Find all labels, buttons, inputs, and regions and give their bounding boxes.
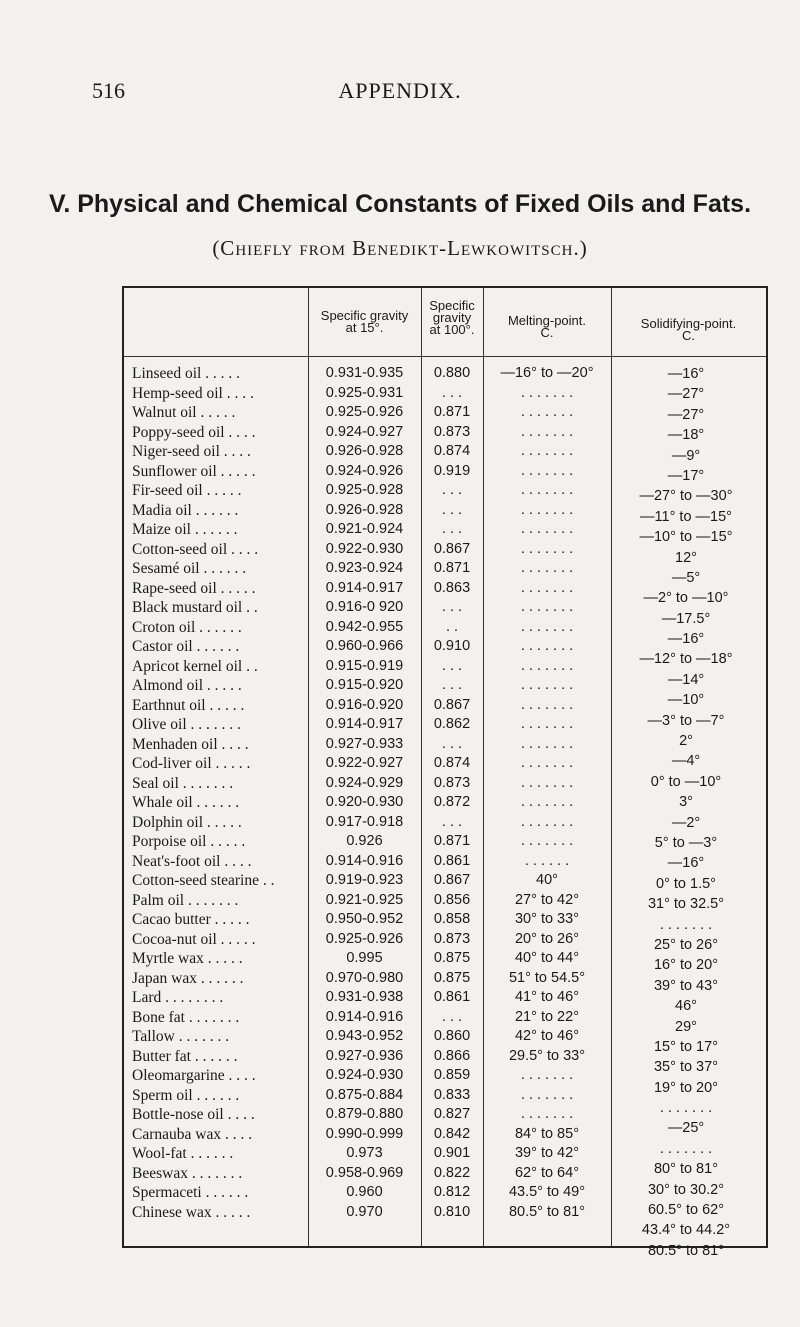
specific-gravity-15-cell: 0.942-0.955 — [325, 618, 404, 635]
melting-point-cell: . . . . . . . — [520, 638, 574, 654]
specific-gravity-100-cell: 0.866 — [433, 1047, 471, 1064]
specific-gravity-15-cell: 0.970-0.980 — [325, 969, 404, 986]
header-line: C. — [682, 328, 695, 343]
solidifying-point-cell: —4° — [671, 753, 701, 770]
specific-gravity-100-cell: . . . — [441, 1008, 463, 1025]
solidifying-point-cell: —16° — [667, 631, 705, 648]
melting-point-cell: 80.5° to 81° — [508, 1203, 586, 1220]
solidifying-point-cell: —18° — [667, 427, 705, 444]
oil-name-cell: Menhaden oil . . . . — [132, 735, 249, 753]
melting-point-cell: 43.5° to 49° — [508, 1184, 586, 1200]
oil-name-cell: Earthnut oil . . . . . — [132, 696, 245, 714]
specific-gravity-15-cell: 0.927-0.933 — [325, 735, 404, 752]
header-line: Melting-point. — [507, 313, 587, 328]
specific-gravity-100-cell: 0.860 — [433, 1028, 471, 1044]
melting-point-cell: 51° to 54.5° — [508, 969, 586, 986]
specific-gravity-15-cell: 0.914-0.916 — [325, 1008, 404, 1025]
melting-point-cell: . . . . . . . — [520, 384, 574, 401]
specific-gravity-100-cell: 0.875 — [433, 950, 471, 966]
oil-name-cell: Almond oil . . . . . — [132, 677, 242, 694]
melting-point-cell: 42° to 46° — [514, 1028, 579, 1044]
solidifying-point-cell: —10° — [667, 692, 705, 709]
specific-gravity-100-cell: . . . — [441, 599, 463, 615]
specific-gravity-15-cell: 0.875-0.884 — [325, 1086, 404, 1103]
specific-gravity-15-cell: 0.922-0.930 — [325, 540, 404, 557]
specific-gravity-100-cell: 0.867 — [433, 540, 471, 557]
melting-point-cell: . . . . . . . — [520, 443, 574, 459]
solidifying-point-cell: —12° to —18° — [639, 651, 733, 668]
oil-name-cell: Neat's-foot oil . . . . — [132, 852, 252, 870]
specific-gravity-15-cell: 0.925-0.931 — [325, 384, 404, 401]
melting-point-cell: . . . . . . . — [520, 579, 574, 596]
melting-point-cell: . . . . . . . — [520, 560, 574, 576]
specific-gravity-100-cell: 0.873 — [433, 930, 471, 947]
melting-point-cell: . . . . . . . — [520, 501, 574, 518]
solidifying-point-cell: 19° to 20° — [653, 1079, 718, 1096]
solidifying-point-cell: —10° to —15° — [639, 529, 733, 546]
table-subtitle: (Chiefly from Benedikt-Lewkowitsch.) — [212, 236, 588, 260]
melting-point-cell: . . . . . . . — [520, 657, 574, 674]
solidifying-point-cell: —2° — [671, 814, 701, 831]
specific-gravity-15-cell: 0.995 — [346, 950, 383, 966]
specific-gravity-15-cell: 0.916-0.920 — [325, 696, 404, 713]
solidifying-point-cell: 39° to 43° — [653, 977, 718, 994]
melting-point-cell: 62° to 64° — [514, 1164, 579, 1181]
header-line: Specific gravity — [320, 308, 409, 323]
oil-name-cell: Apricot kernel oil . . — [132, 657, 258, 675]
specific-gravity-100-cell: 0.862 — [433, 716, 471, 732]
running-head: APPENDIX. — [338, 78, 462, 103]
solidifying-point-cell: 12° — [675, 549, 697, 566]
oil-name-cell: Japan wax . . . . . . — [132, 969, 244, 987]
specific-gravity-100-cell: 0.901 — [433, 1145, 471, 1161]
solidifying-point-cell: 0° to —10° — [650, 773, 722, 790]
specific-gravity-100-cell: 0.856 — [433, 891, 471, 908]
oil-name-cell: Linseed oil . . . . . — [132, 365, 241, 382]
melting-point-cell: . . . . . . . — [520, 774, 574, 791]
melting-point-cell: . . . . . . . — [520, 735, 574, 752]
oil-name-cell: Lard . . . . . . . . — [132, 989, 224, 1006]
oil-name-cell: Hemp-seed oil . . . . — [132, 384, 254, 402]
specific-gravity-100-cell: 0.861 — [433, 852, 471, 869]
specific-gravity-100-cell: 0.858 — [433, 911, 471, 927]
solidifying-point-cell: —5° — [671, 569, 701, 586]
specific-gravity-15-cell: 0.943-0.952 — [325, 1028, 404, 1044]
oil-name-cell: Bottle-nose oil . . . . — [132, 1106, 255, 1123]
melting-point-cell: . . . . . . . — [520, 540, 574, 557]
melting-point-cell: . . . . . . . — [520, 1067, 574, 1083]
oil-name-cell: Seal oil . . . . . . . — [132, 774, 234, 792]
specific-gravity-100-cell: 0.880 — [433, 365, 471, 381]
melting-point-cell: 30° to 33° — [514, 911, 579, 927]
oil-name-cell: Niger-seed oil . . . . — [132, 443, 251, 460]
oil-name-cell: Wool-fat . . . . . . — [132, 1145, 234, 1162]
melting-point-cell: . . . . . . . — [520, 755, 574, 771]
header-specific-gravity-15 — [308, 310, 421, 334]
oil-name-cell: Rape-seed oil . . . . . — [132, 579, 256, 597]
melting-point-cell: . . . . . . . — [520, 677, 574, 693]
oil-name-cell: Maize oil . . . . . . — [132, 521, 238, 538]
specific-gravity-15-cell: 0.916-0 920 — [325, 599, 404, 615]
melting-point-cell: . . . . . . . — [520, 423, 574, 440]
specific-gravity-15-cell: 0.921-0.924 — [325, 521, 404, 537]
page-number: 516 — [92, 78, 125, 103]
specific-gravity-15-cell: 0.990-0.999 — [325, 1125, 404, 1142]
specific-gravity-15-cell: 0.919-0.923 — [325, 872, 404, 888]
melting-point-cell: 21° to 22° — [514, 1008, 579, 1025]
specific-gravity-15-cell: 0.915-0.920 — [325, 677, 404, 693]
oil-name-cell: Cacao butter . . . . . — [132, 911, 250, 928]
oil-name-cell: Fir-seed oil . . . . . — [132, 482, 242, 499]
specific-gravity-100-cell: . . . — [441, 482, 463, 498]
specific-gravity-100-cell: 0.874 — [433, 755, 471, 771]
solidifying-point-cell: —17.5° — [661, 610, 711, 627]
specific-gravity-15-cell: 0.922-0.927 — [325, 755, 404, 771]
melting-point-cell: —16° to —20° — [500, 365, 594, 381]
solidifying-point-cell: 43.4° to 44.2° — [641, 1222, 731, 1239]
melting-point-cell: 41° to 46° — [514, 989, 579, 1005]
header-line: gravity — [432, 310, 472, 325]
oil-name-cell: Bone fat . . . . . . . — [132, 1008, 240, 1026]
solidifying-point-cell: 30° to 30.2° — [647, 1181, 725, 1198]
melting-point-cell: . . . . . . . — [520, 404, 574, 420]
specific-gravity-100-cell: 0.874 — [433, 443, 471, 459]
header-line: C. — [540, 325, 554, 340]
solidifying-point-cell: 80° to 81° — [653, 1161, 718, 1178]
solidifying-point-cell: —27° — [667, 386, 705, 403]
melting-point-cell: . . . . . . . — [520, 696, 574, 713]
specific-gravity-100-cell: 0.867 — [433, 872, 471, 888]
solidifying-point-cell: —16° — [667, 855, 705, 872]
solidifying-point-cell: 31° to 32.5° — [647, 896, 725, 913]
solidifying-point-cell: —16° — [667, 366, 705, 382]
solidifying-point-cell: . . . . . . . — [659, 1100, 713, 1117]
specific-gravity-15-cell: 0.931-0.938 — [325, 989, 404, 1005]
oil-name-cell: Beeswax . . . . . . . — [132, 1164, 243, 1182]
oil-name-cell: Sunflower oil . . . . . — [132, 462, 256, 480]
solidifying-point-cell: 25° to 26° — [653, 936, 718, 953]
melting-point-cell: 40° to 44° — [514, 950, 579, 966]
melting-point-cell: 84° to 85° — [514, 1125, 579, 1142]
specific-gravity-15-cell: 0.879-0.880 — [325, 1106, 404, 1122]
specific-gravity-15-cell: 0.926 — [346, 833, 383, 849]
specific-gravity-15-cell: 0.924-0.926 — [325, 462, 404, 479]
specific-gravity-15-cell: 0.925-0.926 — [325, 930, 404, 947]
oil-name-cell: Carnauba wax . . . . — [132, 1125, 253, 1143]
melting-point-cell: 20° to 26° — [514, 930, 579, 947]
specific-gravity-15-cell: 0.926-0.928 — [325, 443, 404, 459]
specific-gravity-15-cell: 0.914-0.917 — [325, 579, 404, 596]
specific-gravity-100-cell: 0.910 — [433, 638, 471, 654]
solidifying-point-cell: —25° — [667, 1120, 705, 1137]
solidifying-point-cell: 35° to 37° — [653, 1059, 718, 1076]
specific-gravity-15-cell: 0.914-0.916 — [325, 852, 404, 869]
oil-name-cell: Sperm oil . . . . . . — [132, 1086, 240, 1104]
specific-gravity-15-cell: 0.920-0.930 — [325, 794, 404, 810]
oil-name-cell: Cotton-seed oil . . . . — [132, 540, 259, 558]
oil-name-cell: Walnut oil . . . . . — [132, 404, 236, 421]
melting-point-cell: . . . . . . — [524, 852, 570, 869]
melting-point-cell: . . . . . . . — [520, 1086, 574, 1103]
page-header — [0, 78, 800, 112]
solidifying-point-cell: 0° to 1.5° — [656, 875, 716, 892]
header-line: Solidifying-point. — [640, 316, 737, 331]
specific-gravity-15-cell: 0.973 — [346, 1145, 383, 1161]
oil-name-cell: Poppy-seed oil . . . . — [132, 423, 256, 441]
specific-gravity-15-cell: 0.925-0.926 — [325, 404, 404, 420]
melting-point-cell: 40° — [536, 872, 558, 888]
specific-gravity-100-cell: . . . — [441, 657, 463, 674]
oil-name-cell: Oleomargarine . . . . — [132, 1067, 256, 1084]
solidifying-point-cell: —3° to —7° — [647, 712, 725, 729]
solidifying-point-cell: 16° to 20° — [653, 957, 718, 974]
specific-gravity-15-cell: 0.924-0.930 — [325, 1067, 404, 1083]
specific-gravity-100-cell: . . . — [441, 521, 463, 537]
specific-gravity-100-cell: 0.875 — [433, 969, 471, 986]
specific-gravity-100-cell: 0.812 — [433, 1184, 471, 1200]
melting-point-cell: . . . . . . . — [520, 462, 574, 479]
specific-gravity-15-cell: 0.927-0.936 — [325, 1047, 404, 1064]
oil-name-cell: Dolphin oil . . . . . — [132, 813, 242, 831]
oil-name-cell: Castor oil . . . . . . — [132, 638, 240, 655]
oil-name-cell: Black mustard oil . . — [132, 599, 258, 616]
solidifying-point-cell: —14° — [667, 671, 705, 688]
melting-point-cell: . . . . . . . — [520, 521, 574, 537]
melting-point-cell: . . . . . . . — [520, 813, 574, 830]
specific-gravity-15-cell: 0.931-0.935 — [325, 365, 404, 381]
specific-gravity-100-cell: 0.833 — [433, 1086, 471, 1103]
solidifying-point-cell: —2° to —10° — [643, 590, 729, 607]
solidifying-point-cell: 29° — [675, 1018, 697, 1035]
solidifying-point-cell: . . . . . . . — [659, 916, 713, 933]
melting-point-cell: . . . . . . . — [520, 599, 574, 615]
specific-gravity-100-cell: 0.827 — [433, 1106, 471, 1122]
solidifying-point-cell: 60.5° to 62° — [647, 1202, 725, 1219]
solidifying-point-cell: 5° to —3° — [654, 834, 718, 851]
constants-table — [122, 286, 768, 1259]
oil-name-cell: Cotton-seed stearine . . — [132, 872, 275, 889]
header-rule — [124, 356, 766, 357]
solidifying-point-cell: 80.5° to 81° — [647, 1242, 725, 1259]
solidifying-column — [611, 364, 761, 1261]
solidifying-point-cell: 3° — [679, 794, 693, 811]
specific-gravity-15-cell: 0.915-0.919 — [325, 657, 404, 674]
oil-name-cell: Madia oil . . . . . . — [132, 501, 239, 519]
oil-name-cell: Whale oil . . . . . . — [132, 794, 240, 811]
specific-gravity-15-cell: 0.970 — [346, 1203, 383, 1220]
specific-gravity-100-cell: 0.863 — [433, 579, 471, 596]
solidifying-point-cell: —11° to —15° — [640, 508, 732, 525]
melting-point-cell: . . . . . . . — [520, 1106, 574, 1122]
specific-gravity-100-cell: 0.822 — [433, 1164, 471, 1181]
specific-gravity-15-cell: 0.958-0.969 — [325, 1164, 404, 1181]
solidifying-point-cell: 15° to 17° — [653, 1038, 718, 1055]
specific-gravity-100-cell: 0.873 — [433, 423, 471, 440]
melting-point-cell: . . . . . . . — [520, 833, 574, 849]
specific-gravity-15-cell: 0.926-0.928 — [325, 501, 404, 518]
specific-gravity-100-cell: 0.873 — [433, 774, 471, 791]
oil-name-cell: Palm oil . . . . . . . — [132, 891, 239, 909]
specific-gravity-100-cell: 0.871 — [433, 833, 471, 849]
specific-gravity-100-cell: . . . — [441, 501, 463, 518]
specific-gravity-100-cell: 0.871 — [433, 404, 471, 420]
table-title: V. Physical and Chemical Constants of Fixed Oils and Fats. — [48, 190, 752, 218]
oil-name-cell: Cod-liver oil . . . . . — [132, 755, 251, 772]
oil-name-cell: Olive oil . . . . . . . — [132, 716, 241, 733]
header-specific-gravity-100 — [421, 300, 483, 336]
melting-point-cell: 27° to 42° — [514, 891, 579, 908]
specific-gravity-15-cell: 0.917-0.918 — [325, 813, 404, 830]
specific-gravity-100-cell: . . . — [441, 384, 463, 401]
oil-name-cell: Croton oil . . . . . . — [132, 618, 242, 636]
solidifying-point-cell: —17° — [667, 467, 705, 484]
solidifying-point-cell: —27° to —30° — [639, 488, 733, 505]
melting-point-cell: 29.5° to 33° — [508, 1047, 586, 1064]
melting-point-cell: . . . . . . . — [520, 482, 574, 498]
header-line: at 100°. — [429, 322, 475, 337]
specific-gravity-100-cell: 0.810 — [433, 1203, 471, 1220]
oil-name-cell: Spermaceti . . . . . . — [132, 1184, 249, 1201]
oil-name-cell: Myrtle wax . . . . . — [132, 950, 243, 967]
specific-gravity-100-cell: 0.867 — [433, 696, 471, 713]
oil-name-cell: Cocoa-nut oil . . . . . — [132, 930, 256, 948]
solidifying-point-cell: . . . . . . . — [659, 1140, 713, 1157]
solidifying-point-cell: —27° — [667, 406, 705, 423]
specific-gravity-15-cell: 0.925-0.928 — [325, 482, 404, 498]
specific-gravity-15-cell: 0.924-0.929 — [325, 774, 404, 791]
solidifying-point-cell: 2° — [679, 733, 693, 750]
oil-name-cell: Sesamé oil . . . . . . — [132, 560, 247, 577]
specific-gravity-15-cell: 0.923-0.924 — [325, 560, 404, 576]
header-solidifying-point — [611, 318, 766, 342]
melting-point-cell: . . . . . . . — [520, 794, 574, 810]
oil-name-cell: Butter fat . . . . . . — [132, 1047, 238, 1065]
oil-name-cell: Chinese wax . . . . . — [132, 1203, 251, 1221]
specific-gravity-100-cell: . . . — [441, 813, 463, 830]
specific-gravity-15-cell: 0.950-0.952 — [325, 911, 404, 927]
solidifying-point-cell: 46° — [675, 998, 697, 1015]
melting-point-cell: . . . . . . . — [520, 618, 574, 635]
specific-gravity-100-cell: . . . — [441, 735, 463, 752]
specific-gravity-100-cell: . . . — [441, 677, 463, 693]
oil-name-cell: Tallow . . . . . . . — [132, 1028, 230, 1045]
oil-name-cell: Porpoise oil . . . . . — [132, 833, 246, 850]
solidifying-point-cell: —9° — [671, 447, 701, 464]
header-line: at 15°. — [345, 320, 384, 335]
specific-gravity-100-cell: 0.871 — [433, 560, 471, 576]
specific-gravity-15-cell: 0.960-0.966 — [325, 638, 404, 654]
specific-gravity-100-cell: 0.919 — [433, 462, 471, 479]
melting-point-cell: . . . . . . . — [520, 716, 574, 732]
specific-gravity-100-cell: 0.861 — [433, 989, 471, 1005]
specific-gravity-100-cell: 0.872 — [433, 794, 471, 810]
specific-gravity-15-cell: 0.960 — [346, 1184, 383, 1200]
melting-point-cell: 39° to 42° — [514, 1145, 579, 1161]
specific-gravity-15-cell: 0.914-0.917 — [325, 716, 404, 732]
header-melting-point — [483, 315, 611, 339]
specific-gravity-15-cell: 0.921-0.925 — [325, 891, 404, 908]
specific-gravity-15-cell: 0.924-0.927 — [325, 423, 404, 440]
specific-gravity-100-cell: 0.859 — [433, 1067, 471, 1083]
header-line: Specific — [429, 298, 475, 313]
specific-gravity-100-cell: 0.842 — [433, 1125, 471, 1142]
specific-gravity-100-cell: . . — [445, 618, 459, 635]
